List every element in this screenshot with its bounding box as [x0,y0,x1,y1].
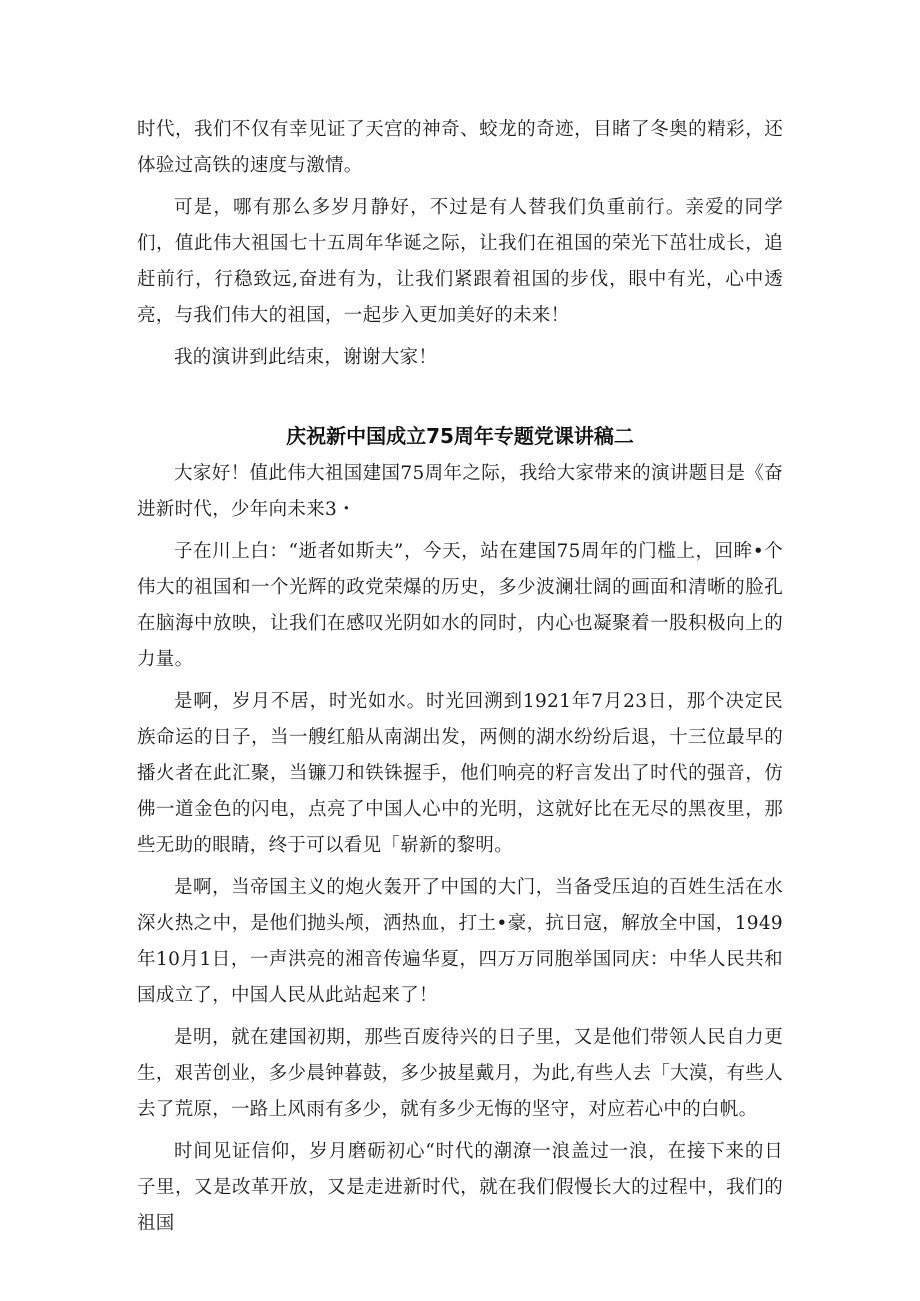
paragraph: 是啊，当帝国主义的炮火轰开了中国的大门，当备受压迫的百姓生活在水深火热之中，是他们抛头颅，洒热血，打土•豪，抗日寇，解放全中国，1949年10月1日，一声洪亮的湘音传遍华夏，四万万同胞举国同庆：中华人民共和国成立了，中国人民从此站起来了！ [137,877,783,1006]
section-one-body [137,112,783,382]
paragraph: 时间见证信仰，岁月磨砺初心“时代的潮潦一浪盖过一浪，在接下来的日子里，又是改革开放，又是走进新时代，就在我们假慢长大的过程中，我们的祖国 [137,1141,783,1234]
paragraph: 我的演讲到此结束，谢谢大家！ [174,347,438,368]
paragraph: 子在川上白：“逝者如斯夫”，今天，站在建国75周年的门槛上，回眸•个伟大的祖国和一个光辉的政党荣爆的历史，多少波澜壮阔的画面和清晰的脸孔在脑海中放映，让我们在感叹光阴如水的同时，内心也凝聚着一股积极向上的力量。 [137,541,783,670]
paragraph: 是啊，岁月不居，时光如水。时光回溯到1921年7月23日，那个决定民族命运的日子，当一艘红船从南湖出发，两侧的湖水纷纷后退，十三位最早的播火者在此汇聚，当镰刀和铁铢握手，他们响亮的籽言发出了时代的强音，仿佛一道金色的闪电，点亮了中国人心中的光明，这就好比在无尽的黑夜里，那些无助的眼睛，终于可以看见「崭新的黎明。 [137,691,783,856]
paragraph: 是明，就在建国初期，那些百废待兴的日子里，又是他们带领人民自力更生，艰苦创业，多少晨钟暮鼓，多少披星戴月，为此,有些人去「大漠，有些人去了荒原，一路上风雨有多少，就有多少无悔的坚守，对应若心中的白帆。 [137,1027,783,1120]
paragraph: 时代，我们不仅有幸见证了天宫的神奇、蛟龙的奇迹，目睹了冬奥的精彩，还体验过高铁的速度与激情。 [137,119,783,176]
section-two-body [137,456,783,1248]
paragraph: 可是，哪有那么多岁月静好，不过是有人替我们负重前行。亲爱的同学们，值此伟大祖国七十五周年华诞之际，让我们在祖国的荣光下茁壮成长，追赶前行，行稳致远,奋进有为，让我们紧跟着祖国的步伐，眼中有光，心中透亮，与我们伟大的祖国，一起步入更加美好的未来！ [137,197,783,326]
paragraph: 大家好！值此伟大祖国建国75周年之际，我给大家带来的演讲题目是《奋进新时代，少年向未来3・ [137,463,783,520]
section-title: 庆祝新中国成立75周年专题党课讲稿二 [286,424,634,448]
